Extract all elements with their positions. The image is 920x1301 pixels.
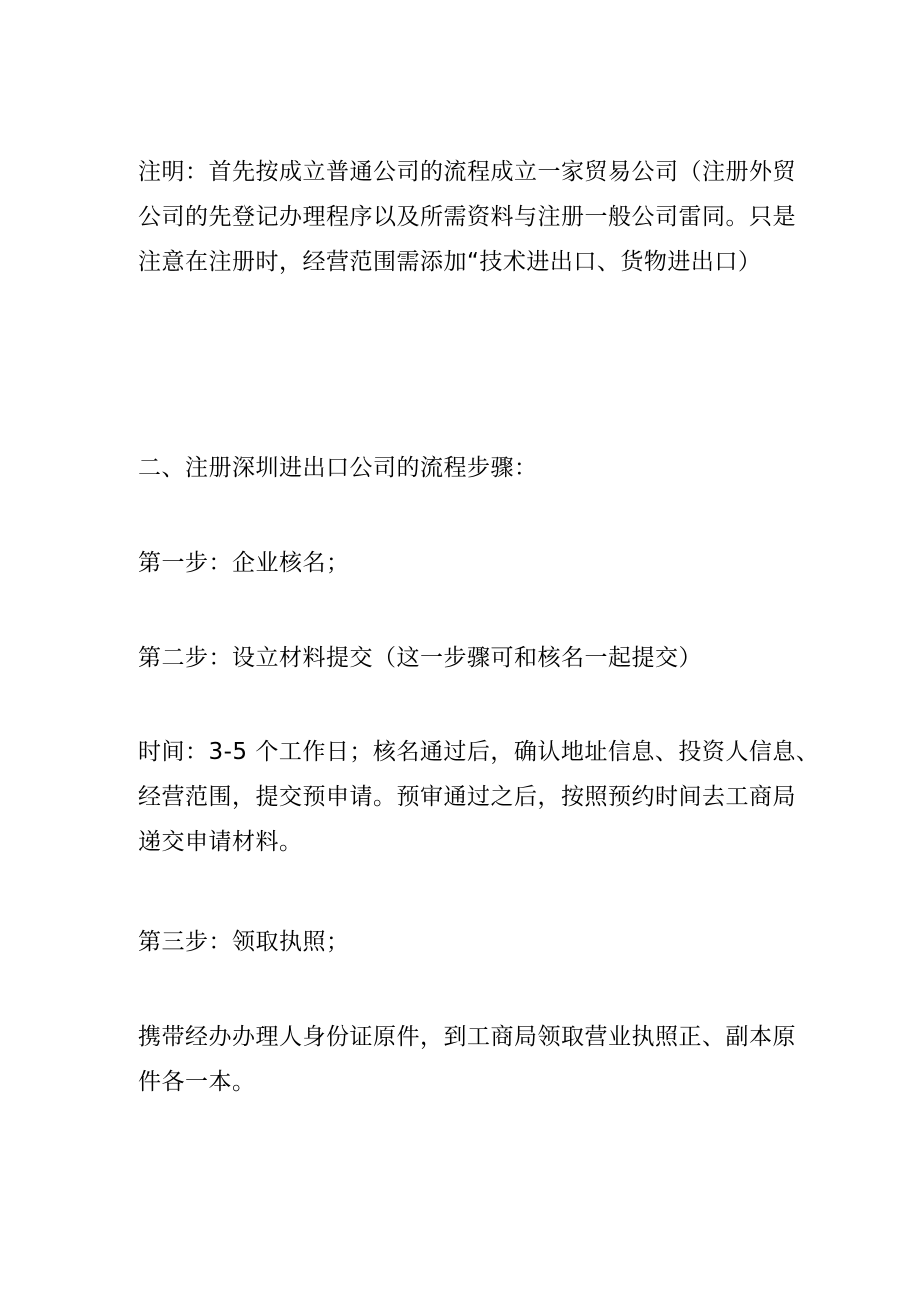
license-paragraph (138, 1015, 798, 1105)
time-line: 时间：3-5 个工作日；核名通过后，确认地址信息、投资人信息、 (138, 739, 820, 765)
license-line: 件各一本。 (138, 1069, 256, 1095)
section-heading (138, 446, 798, 491)
step-one (138, 541, 798, 586)
note-line: 公司的先登记办理程序以及所需资料与注册一般公司雷同。只是 (138, 204, 796, 230)
note-line: 注意在注册时，经营范围需添加“技术进出口、货物进出口） (138, 249, 762, 275)
step-three-text: 第三步：领取执照； (138, 929, 350, 955)
time-paragraph (138, 730, 820, 865)
note-paragraph (138, 150, 798, 285)
note-line: 注明：首先按成立普通公司的流程成立一家贸易公司（注册外贸 (138, 159, 796, 185)
step-two-text: 第二步：设立材料提交（这一步骤可和核名一起提交） (138, 645, 702, 671)
step-two (138, 636, 798, 681)
section-heading-text: 二、注册深圳进出口公司的流程步骤： (138, 455, 538, 481)
step-three (138, 920, 798, 965)
time-line: 递交申请材料。 (138, 829, 303, 855)
step-one-text: 第一步：企业核名； (138, 550, 350, 576)
license-line: 携带经办办理人身份证原件，到工商局领取营业执照正、副本原 (138, 1024, 796, 1050)
time-line: 经营范围，提交预申请。预审通过之后，按照预约时间去工商局 (138, 784, 796, 810)
